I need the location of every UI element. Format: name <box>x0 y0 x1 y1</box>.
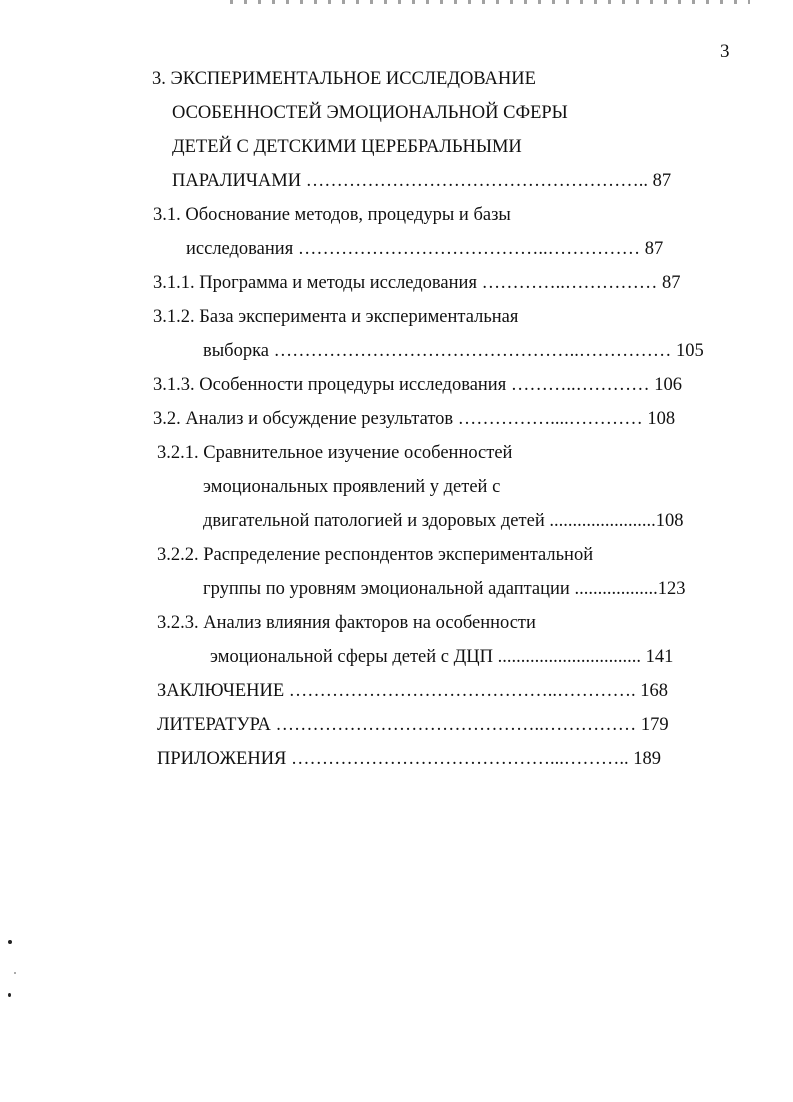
toc-entry-3-2-3: 3.2.3. Анализ влияния факторов на особенности <box>157 613 536 633</box>
page-number: 3 <box>720 41 730 62</box>
scan-edge-artifact <box>230 0 750 4</box>
toc-heading-line-4: ПАРАЛИЧАМИ ……………………………………………….. 87 <box>172 171 672 191</box>
scan-speck <box>8 993 11 997</box>
toc-entry-3-2-2: 3.2.2. Распределение респондентов экспериментальной <box>157 545 594 565</box>
toc-entry-3-1-1: 3.1.1. Программа и методы исследования …………..…………… 87 <box>153 273 681 293</box>
toc-heading-line-1: 3. ЭКСПЕРИМЕНТАЛЬНОЕ ИССЛЕДОВАНИЕ <box>152 69 536 89</box>
toc-entry-3-2-1-cont-2: двигательной патологией и здоровых детей .......................108 <box>203 511 684 531</box>
toc-entry-3-1-2-cont: выборка …………………………………………..…………… 105 <box>203 341 704 361</box>
scan-speck <box>14 972 16 974</box>
toc-entry-3-2-1-cont-1: эмоциональных проявлений у детей с <box>203 477 501 497</box>
toc-entry-3-2-1: 3.2.1. Сравнительное изучение особенностей <box>157 443 513 463</box>
toc-entry-3-2-2-cont: группы по уровням эмоциональной адаптации ..................123 <box>203 579 686 599</box>
toc-entry-literature: ЛИТЕРАТУРА ……………………………………..…………… 179 <box>157 715 669 735</box>
toc-entry-3-1-2: 3.1.2. База эксперимента и экспериментальная <box>153 307 519 327</box>
toc-entry-3-1: 3.1. Обоснование методов, процедуры и базы <box>153 205 511 225</box>
toc-heading-line-2: ОСОБЕННОСТЕЙ ЭМОЦИОНАЛЬНОЙ СФЕРЫ <box>172 103 568 123</box>
toc-entry-3-2-3-cont: эмоциональной сферы детей с ДЦП ............................... 141 <box>210 647 674 667</box>
toc-entry-appendices: ПРИЛОЖЕНИЯ ……………………………………...……….. 189 <box>157 749 662 769</box>
toc-entry-3-1-cont: исследования …………………………………..…………… 87 <box>186 239 664 259</box>
scan-speck <box>8 940 12 944</box>
toc-heading-line-3: ДЕТЕЙ С ДЕТСКИМИ ЦЕРЕБРАЛЬНЫМИ <box>172 137 522 157</box>
toc-entry-conclusion: ЗАКЛЮЧЕНИЕ ……………………………………..…………. 168 <box>157 681 669 701</box>
toc-entry-3-1-3: 3.1.3. Особенности процедуры исследования ………..………… 106 <box>153 375 682 395</box>
toc-entry-3-2: 3.2. Анализ и обсуждение результатов ……………....………… 108 <box>153 409 676 429</box>
